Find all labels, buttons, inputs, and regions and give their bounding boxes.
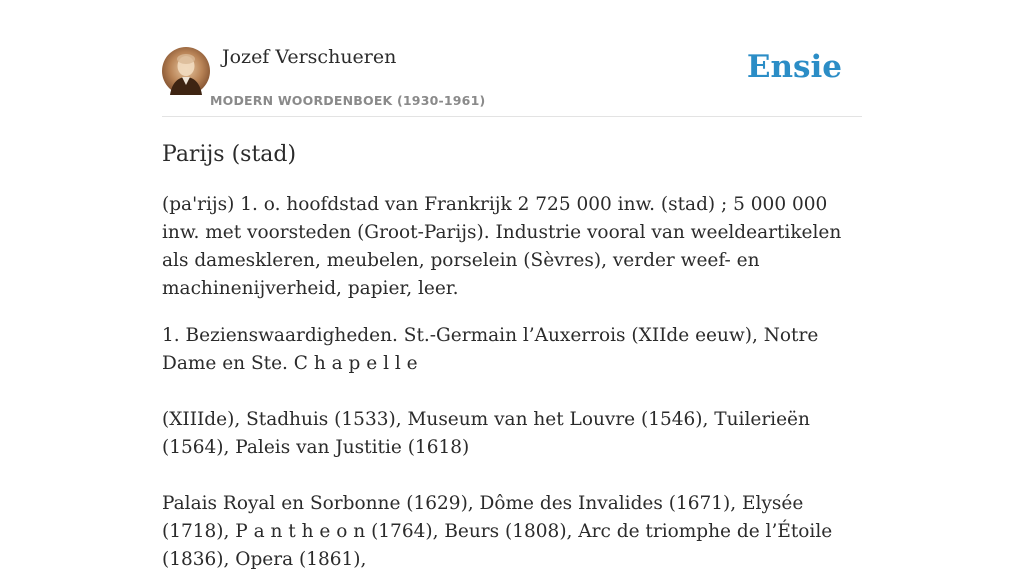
site-logo[interactable]: Ensie: [746, 49, 842, 85]
blank-line: [162, 462, 862, 490]
paragraph-line-3: Palais Royal en Sorbonne (1629), Dôme des Invalides (1671), Elysée (1718), P a n t h e o n (1764), Beurs (1808), Arc de triomphe de l’Étoile (1836), Opera (1861),: [162, 493, 833, 570]
article-paragraph-1: (pa'rijs) 1. o. hoofdstad van Frankrijk 2 725 000 inw. (stad) ; 5 000 000 inw. met voorsteden (Groot-Parijs). Industrie vooral van weeldeartikelen als dameskleren, meubelen, porselein (Sèvres), verder weef- en machinenijverheid, papier, leer.: [162, 194, 842, 299]
article-paragraph-2: [162, 322, 862, 574]
header: [162, 40, 862, 117]
blank-line: [162, 378, 862, 406]
paragraph-line-1: 1. Bezienswaardigheden. St.-Germain l’Auxerrois (XIIde eeuw), Notre Dame en Ste. C h a p e l l e: [162, 325, 819, 374]
article: [162, 138, 862, 574]
article-title: Parijs (stad): [162, 142, 297, 167]
paragraph-line-2: (XIIIde), Stadhuis (1533), Museum van het Louvre (1546), Tuilerieën (1564), Paleis van Justitie (1618): [162, 409, 810, 458]
portrait-icon: [162, 47, 210, 95]
author-name[interactable]: Jozef Verschueren: [222, 46, 397, 68]
source-label[interactable]: MODERN WOORDENBOEK (1930-1961): [210, 93, 486, 108]
author-avatar[interactable]: [162, 47, 210, 95]
